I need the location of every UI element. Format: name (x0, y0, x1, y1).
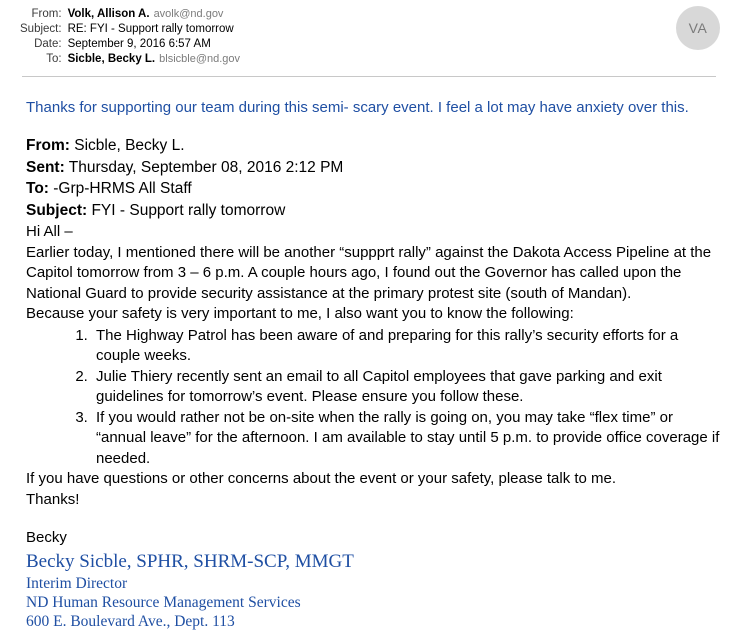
header-row-from (20, 7, 240, 22)
header-row-subject (20, 22, 240, 37)
list-item: 1. The Highway Patrol has been aware of and preparing for this rally’s security efforts for a couple weeks. (92, 326, 722, 367)
message-body (0, 97, 744, 631)
header-value-subject: RE: FYI - Support rally tomorrow (67, 23, 234, 35)
signature-block (26, 528, 722, 631)
body-paragraph-3: If you have questions or other concerns about the event or your safety, please talk to me. (26, 470, 617, 487)
greeting-line: Hi All – (26, 223, 73, 240)
header-label-from: From: (31, 8, 62, 20)
forwarded-value-subject: FYI - Support rally tomorrow (91, 201, 286, 219)
header-row-date (20, 37, 240, 52)
signature-address: 600 E. Boulevard Ave., Dept. 113 (26, 613, 235, 630)
signature-organization: ND Human Resource Management Services (26, 594, 301, 611)
body-paragraph-2: Because your safety is very important to me, I also want you to know the following: (26, 305, 574, 322)
intro-paragraph: Thanks for supporting our team during this semi- scary event. I feel a lot may have anxiety over this. (26, 99, 689, 116)
header-row-to (20, 52, 240, 67)
forwarded-row-sent (26, 158, 722, 179)
avatar-initials: VA (688, 20, 708, 36)
sender-name: Volk, Allison A. (67, 8, 150, 20)
body-paragraph-4: Thanks! (26, 490, 80, 508)
body-paragraph-1: Earlier today, I mentioned there will be another “suppprt rally” against the Dakota Access Pipeline at the Capitol tomorrow from 3 – 6 p.m. A couple hours ago, I found out the Governor has called upon the National Guard to provide security assistance at the primary protest site (south of Mandan). (26, 243, 712, 302)
header-label-to: To: (46, 53, 62, 65)
forwarded-row-from (26, 136, 722, 157)
header-value-to (68, 52, 240, 67)
avatar (676, 6, 720, 50)
forwarded-message-header (26, 136, 722, 221)
signature-closing: Becky (26, 529, 67, 546)
message-header (0, 0, 744, 77)
forwarded-row-subject (26, 201, 722, 222)
recipient-name: Sicble, Becky L. (67, 53, 156, 65)
safety-list (26, 326, 722, 470)
list-item: 2. Julie Thiery recently sent an email to all Capitol employees that gave parking and exit guidelines for tomorrow’s event. Please ensure you follow these. (92, 367, 722, 408)
header-label-date: Date: (34, 38, 62, 50)
signature-title: Interim Director (26, 575, 128, 592)
forwarded-label-sent: Sent: (26, 158, 65, 176)
forwarded-label-to: To: (26, 180, 49, 197)
header-label-subject: Subject: (20, 23, 62, 35)
header-value-date: September 9, 2016 6:57 AM (67, 38, 211, 50)
forwarded-value-to: -Grp-HRMS All Staff (53, 180, 192, 197)
signature-name: Becky Sicble, SPHR, SHRM-SCP, MMGT (26, 551, 354, 572)
forwarded-label-subject: Subject: (26, 201, 88, 219)
header-divider (22, 76, 716, 77)
list-item: 3. If you would rather not be on-site when the rally is going on, you may take “flex time” or “annual leave” for the afternoon. I am available to stay until 5 p.m. to provide office coverage if needed. (92, 408, 722, 470)
forwarded-label-from: From: (26, 137, 70, 154)
forwarded-row-to (26, 179, 722, 200)
forwarded-value-sent: Thursday, September 08, 2016 2:12 PM (68, 158, 344, 176)
header-value-from (68, 7, 240, 22)
header-fields-table (20, 7, 240, 67)
forwarded-value-from: Sicble, Becky L. (74, 137, 185, 154)
recipient-email[interactable]: blsicble@nd.gov (159, 53, 241, 65)
sender-email[interactable]: avolk@nd.gov (153, 8, 224, 20)
